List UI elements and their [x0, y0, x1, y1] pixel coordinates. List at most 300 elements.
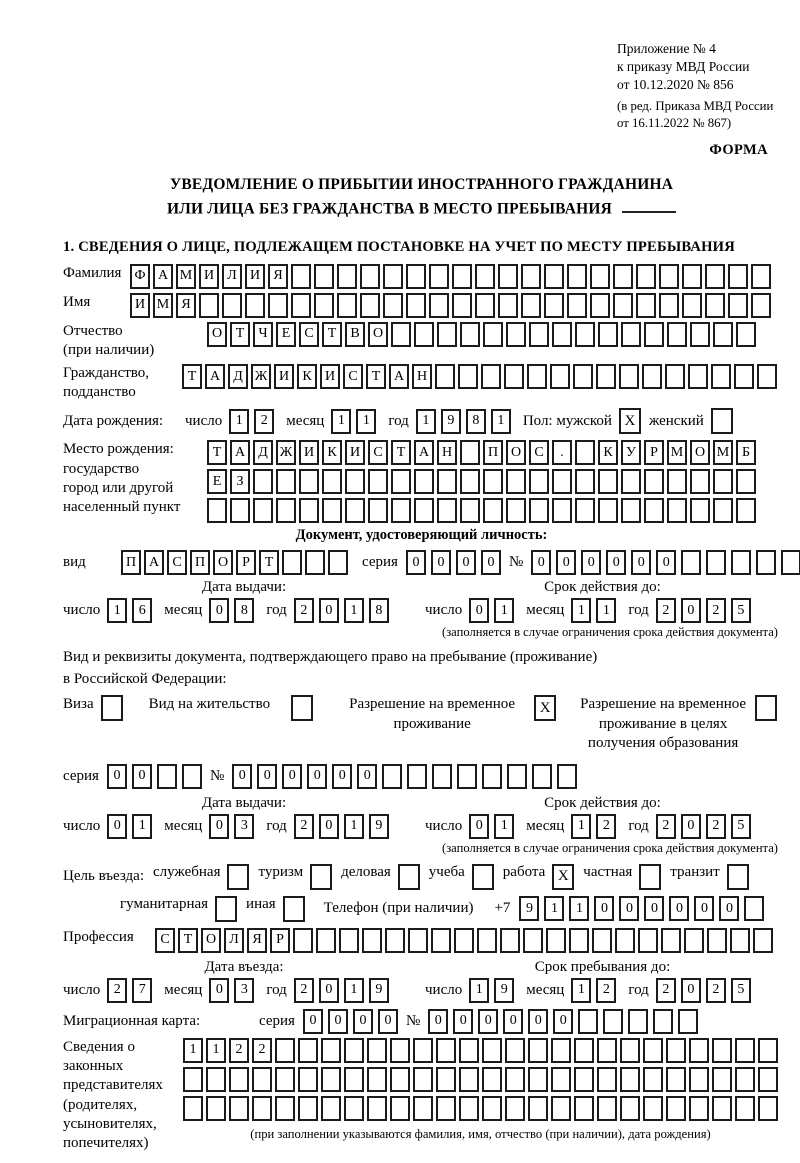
- char-cell[interactable]: [505, 1096, 525, 1121]
- char-cell[interactable]: [253, 498, 273, 523]
- char-cell[interactable]: 2: [596, 978, 616, 1003]
- char-cell[interactable]: [590, 293, 610, 318]
- char-cell[interactable]: [713, 469, 733, 494]
- char-cell[interactable]: Ч: [253, 322, 273, 347]
- char-cell[interactable]: [678, 1009, 698, 1034]
- char-cell[interactable]: [293, 928, 313, 953]
- char-cell[interactable]: 0: [357, 764, 377, 789]
- char-cell[interactable]: О: [201, 928, 221, 953]
- char-cell[interactable]: [459, 1038, 479, 1063]
- char-cell[interactable]: [436, 1067, 456, 1092]
- char-cell[interactable]: [506, 469, 526, 494]
- char-cell[interactable]: [523, 928, 543, 953]
- char-cell[interactable]: И: [199, 264, 219, 289]
- char-cell[interactable]: [666, 1067, 686, 1092]
- char-cell[interactable]: 9: [369, 978, 389, 1003]
- char-cell[interactable]: 8: [369, 598, 389, 623]
- char-cell[interactable]: С: [167, 550, 187, 575]
- char-cell[interactable]: Р: [270, 928, 290, 953]
- char-cell[interactable]: [339, 928, 359, 953]
- char-cell[interactable]: К: [598, 440, 618, 465]
- purpose-other-checkbox[interactable]: [283, 896, 305, 922]
- char-cell[interactable]: 1: [469, 978, 489, 1003]
- char-cell[interactable]: [413, 1067, 433, 1092]
- char-cell[interactable]: 2: [294, 598, 314, 623]
- char-cell[interactable]: [653, 1009, 673, 1034]
- char-cell[interactable]: 2: [706, 978, 726, 1003]
- char-cell[interactable]: П: [121, 550, 141, 575]
- char-cell[interactable]: [574, 1096, 594, 1121]
- char-cell[interactable]: Л: [224, 928, 244, 953]
- char-cell[interactable]: В: [345, 322, 365, 347]
- purpose-official-checkbox[interactable]: [227, 864, 249, 890]
- char-cell[interactable]: 0: [631, 550, 651, 575]
- char-cell[interactable]: 0: [531, 550, 551, 575]
- char-cell[interactable]: [452, 264, 472, 289]
- char-cell[interactable]: [391, 322, 411, 347]
- char-cell[interactable]: [712, 1038, 732, 1063]
- char-cell[interactable]: [621, 322, 641, 347]
- char-cell[interactable]: [659, 293, 679, 318]
- char-cell[interactable]: 8: [466, 409, 486, 434]
- char-cell[interactable]: 0: [303, 1009, 323, 1034]
- char-cell[interactable]: .: [552, 440, 572, 465]
- char-cell[interactable]: 0: [469, 814, 489, 839]
- char-cell[interactable]: [757, 364, 777, 389]
- char-cell[interactable]: [643, 1096, 663, 1121]
- char-cell[interactable]: [781, 550, 800, 575]
- char-cell[interactable]: [736, 498, 756, 523]
- char-cell[interactable]: [314, 264, 334, 289]
- char-cell[interactable]: 0: [209, 814, 229, 839]
- char-cell[interactable]: [298, 1067, 318, 1092]
- char-cell[interactable]: [460, 440, 480, 465]
- char-cell[interactable]: [528, 1096, 548, 1121]
- char-cell[interactable]: [500, 928, 520, 953]
- char-cell[interactable]: 1: [569, 896, 589, 921]
- char-cell[interactable]: [707, 928, 727, 953]
- char-cell[interactable]: 0: [132, 764, 152, 789]
- char-cell[interactable]: 0: [353, 1009, 373, 1034]
- char-cell[interactable]: А: [389, 364, 409, 389]
- char-cell[interactable]: [459, 1067, 479, 1092]
- char-cell[interactable]: [322, 498, 342, 523]
- char-cell[interactable]: 2: [706, 814, 726, 839]
- char-cell[interactable]: [659, 264, 679, 289]
- char-cell[interactable]: 1: [494, 598, 514, 623]
- char-cell[interactable]: Б: [736, 440, 756, 465]
- char-cell[interactable]: П: [190, 550, 210, 575]
- char-cell[interactable]: [590, 264, 610, 289]
- char-cell[interactable]: [682, 264, 702, 289]
- char-cell[interactable]: [437, 498, 457, 523]
- char-cell[interactable]: 1: [356, 409, 376, 434]
- char-cell[interactable]: [432, 764, 452, 789]
- char-cell[interactable]: М: [176, 264, 196, 289]
- char-cell[interactable]: [551, 1038, 571, 1063]
- char-cell[interactable]: [408, 928, 428, 953]
- char-cell[interactable]: 0: [619, 896, 639, 921]
- char-cell[interactable]: К: [322, 440, 342, 465]
- char-cell[interactable]: [367, 1067, 387, 1092]
- char-cell[interactable]: 0: [319, 814, 339, 839]
- char-cell[interactable]: [182, 764, 202, 789]
- char-cell[interactable]: Ж: [251, 364, 271, 389]
- char-cell[interactable]: [550, 364, 570, 389]
- char-cell[interactable]: [689, 1038, 709, 1063]
- char-cell[interactable]: Л: [222, 264, 242, 289]
- char-cell[interactable]: 8: [234, 598, 254, 623]
- char-cell[interactable]: [391, 498, 411, 523]
- char-cell[interactable]: [414, 498, 434, 523]
- char-cell[interactable]: [644, 322, 664, 347]
- char-cell[interactable]: 1: [331, 409, 351, 434]
- char-cell[interactable]: 2: [656, 978, 676, 1003]
- char-cell[interactable]: [498, 264, 518, 289]
- char-cell[interactable]: [628, 1009, 648, 1034]
- purpose-study-checkbox[interactable]: [472, 864, 494, 890]
- char-cell[interactable]: [596, 364, 616, 389]
- char-cell[interactable]: [460, 322, 480, 347]
- char-cell[interactable]: Ж: [276, 440, 296, 465]
- char-cell[interactable]: [521, 293, 541, 318]
- purpose-private-checkbox[interactable]: [639, 864, 661, 890]
- char-cell[interactable]: [314, 293, 334, 318]
- purpose-business-checkbox[interactable]: [398, 864, 420, 890]
- char-cell[interactable]: [275, 1038, 295, 1063]
- char-cell[interactable]: [712, 1096, 732, 1121]
- char-cell[interactable]: 0: [503, 1009, 523, 1034]
- char-cell[interactable]: [505, 1067, 525, 1092]
- char-cell[interactable]: [731, 550, 751, 575]
- char-cell[interactable]: [621, 469, 641, 494]
- char-cell[interactable]: [758, 1067, 778, 1092]
- char-cell[interactable]: [569, 928, 589, 953]
- char-cell[interactable]: [636, 293, 656, 318]
- char-cell[interactable]: [483, 498, 503, 523]
- char-cell[interactable]: [644, 498, 664, 523]
- char-cell[interactable]: [573, 364, 593, 389]
- char-cell[interactable]: 5: [731, 598, 751, 623]
- char-cell[interactable]: [712, 1067, 732, 1092]
- char-cell[interactable]: [706, 550, 726, 575]
- char-cell[interactable]: [753, 928, 773, 953]
- char-cell[interactable]: 1: [571, 814, 591, 839]
- char-cell[interactable]: [598, 322, 618, 347]
- char-cell[interactable]: [665, 364, 685, 389]
- char-cell[interactable]: 1: [344, 814, 364, 839]
- char-cell[interactable]: [744, 896, 764, 921]
- char-cell[interactable]: [661, 928, 681, 953]
- char-cell[interactable]: [345, 498, 365, 523]
- char-cell[interactable]: А: [144, 550, 164, 575]
- char-cell[interactable]: Е: [276, 322, 296, 347]
- char-cell[interactable]: 1: [183, 1038, 203, 1063]
- char-cell[interactable]: 2: [107, 978, 127, 1003]
- visa-checkbox[interactable]: [101, 695, 123, 721]
- char-cell[interactable]: 0: [307, 764, 327, 789]
- char-cell[interactable]: [552, 322, 572, 347]
- char-cell[interactable]: [414, 469, 434, 494]
- char-cell[interactable]: [574, 1067, 594, 1092]
- char-cell[interactable]: [391, 469, 411, 494]
- char-cell[interactable]: И: [345, 440, 365, 465]
- char-cell[interactable]: 0: [209, 598, 229, 623]
- char-cell[interactable]: [736, 469, 756, 494]
- char-cell[interactable]: И: [245, 264, 265, 289]
- char-cell[interactable]: [475, 293, 495, 318]
- char-cell[interactable]: К: [297, 364, 317, 389]
- char-cell[interactable]: С: [299, 322, 319, 347]
- char-cell[interactable]: И: [130, 293, 150, 318]
- char-cell[interactable]: [666, 1096, 686, 1121]
- char-cell[interactable]: [199, 293, 219, 318]
- char-cell[interactable]: [268, 293, 288, 318]
- char-cell[interactable]: [344, 1096, 364, 1121]
- char-cell[interactable]: 7: [132, 978, 152, 1003]
- char-cell[interactable]: [275, 1067, 295, 1092]
- char-cell[interactable]: [459, 1096, 479, 1121]
- char-cell[interactable]: [460, 498, 480, 523]
- char-cell[interactable]: 1: [416, 409, 436, 434]
- char-cell[interactable]: И: [320, 364, 340, 389]
- char-cell[interactable]: 0: [469, 598, 489, 623]
- char-cell[interactable]: [575, 469, 595, 494]
- char-cell[interactable]: 3: [234, 814, 254, 839]
- char-cell[interactable]: 0: [453, 1009, 473, 1034]
- char-cell[interactable]: [551, 1067, 571, 1092]
- char-cell[interactable]: [728, 293, 748, 318]
- purpose-work-checkbox[interactable]: X: [552, 864, 574, 890]
- char-cell[interactable]: [546, 928, 566, 953]
- char-cell[interactable]: 0: [481, 550, 501, 575]
- char-cell[interactable]: [385, 928, 405, 953]
- char-cell[interactable]: О: [368, 322, 388, 347]
- char-cell[interactable]: 2: [706, 598, 726, 623]
- char-cell[interactable]: 0: [319, 978, 339, 1003]
- char-cell[interactable]: 1: [206, 1038, 226, 1063]
- char-cell[interactable]: Т: [207, 440, 227, 465]
- char-cell[interactable]: [758, 1038, 778, 1063]
- char-cell[interactable]: 0: [428, 1009, 448, 1034]
- char-cell[interactable]: [643, 1067, 663, 1092]
- char-cell[interactable]: [643, 1038, 663, 1063]
- char-cell[interactable]: [567, 293, 587, 318]
- char-cell[interactable]: [298, 1038, 318, 1063]
- char-cell[interactable]: [360, 293, 380, 318]
- char-cell[interactable]: 0: [282, 764, 302, 789]
- char-cell[interactable]: 2: [294, 978, 314, 1003]
- sex-female-checkbox[interactable]: [711, 408, 733, 434]
- char-cell[interactable]: А: [230, 440, 250, 465]
- char-cell[interactable]: [621, 498, 641, 523]
- char-cell[interactable]: 1: [344, 978, 364, 1003]
- char-cell[interactable]: [382, 764, 402, 789]
- char-cell[interactable]: [360, 264, 380, 289]
- char-cell[interactable]: [183, 1096, 203, 1121]
- char-cell[interactable]: [413, 1038, 433, 1063]
- char-cell[interactable]: 0: [378, 1009, 398, 1034]
- char-cell[interactable]: [578, 1009, 598, 1034]
- char-cell[interactable]: 0: [719, 896, 739, 921]
- char-cell[interactable]: [253, 469, 273, 494]
- char-cell[interactable]: Д: [253, 440, 273, 465]
- char-cell[interactable]: [619, 364, 639, 389]
- char-cell[interactable]: 1: [132, 814, 152, 839]
- char-cell[interactable]: [636, 264, 656, 289]
- char-cell[interactable]: [291, 293, 311, 318]
- char-cell[interactable]: [328, 550, 348, 575]
- char-cell[interactable]: [316, 928, 336, 953]
- char-cell[interactable]: 0: [406, 550, 426, 575]
- char-cell[interactable]: [429, 293, 449, 318]
- char-cell[interactable]: 0: [594, 896, 614, 921]
- char-cell[interactable]: 2: [229, 1038, 249, 1063]
- char-cell[interactable]: [483, 469, 503, 494]
- char-cell[interactable]: Е: [207, 469, 227, 494]
- char-cell[interactable]: [305, 550, 325, 575]
- char-cell[interactable]: [544, 264, 564, 289]
- char-cell[interactable]: [477, 928, 497, 953]
- char-cell[interactable]: [552, 498, 572, 523]
- char-cell[interactable]: 0: [332, 764, 352, 789]
- residence-permit-checkbox[interactable]: [291, 695, 313, 721]
- char-cell[interactable]: Т: [230, 322, 250, 347]
- char-cell[interactable]: П: [483, 440, 503, 465]
- char-cell[interactable]: 0: [553, 1009, 573, 1034]
- char-cell[interactable]: [406, 293, 426, 318]
- char-cell[interactable]: [206, 1067, 226, 1092]
- char-cell[interactable]: [437, 322, 457, 347]
- char-cell[interactable]: [435, 364, 455, 389]
- char-cell[interactable]: [345, 469, 365, 494]
- char-cell[interactable]: [728, 264, 748, 289]
- char-cell[interactable]: 2: [656, 598, 676, 623]
- char-cell[interactable]: Н: [412, 364, 432, 389]
- char-cell[interactable]: [457, 764, 477, 789]
- char-cell[interactable]: [730, 928, 750, 953]
- char-cell[interactable]: 1: [571, 978, 591, 1003]
- char-cell[interactable]: [557, 764, 577, 789]
- char-cell[interactable]: 5: [731, 814, 751, 839]
- char-cell[interactable]: [735, 1096, 755, 1121]
- char-cell[interactable]: [390, 1096, 410, 1121]
- char-cell[interactable]: [252, 1096, 272, 1121]
- char-cell[interactable]: [638, 928, 658, 953]
- char-cell[interactable]: 0: [681, 978, 701, 1003]
- char-cell[interactable]: 0: [431, 550, 451, 575]
- char-cell[interactable]: 0: [528, 1009, 548, 1034]
- char-cell[interactable]: Т: [366, 364, 386, 389]
- char-cell[interactable]: [735, 1038, 755, 1063]
- char-cell[interactable]: 2: [656, 814, 676, 839]
- char-cell[interactable]: Я: [176, 293, 196, 318]
- char-cell[interactable]: [362, 928, 382, 953]
- char-cell[interactable]: [252, 1067, 272, 1092]
- char-cell[interactable]: [529, 498, 549, 523]
- char-cell[interactable]: 2: [596, 814, 616, 839]
- char-cell[interactable]: 9: [441, 409, 461, 434]
- char-cell[interactable]: С: [155, 928, 175, 953]
- char-cell[interactable]: [682, 293, 702, 318]
- char-cell[interactable]: 0: [681, 598, 701, 623]
- char-cell[interactable]: [689, 1096, 709, 1121]
- purpose-transit-checkbox[interactable]: [727, 864, 749, 890]
- char-cell[interactable]: [575, 440, 595, 465]
- char-cell[interactable]: [713, 322, 733, 347]
- char-cell[interactable]: [431, 928, 451, 953]
- char-cell[interactable]: С: [368, 440, 388, 465]
- char-cell[interactable]: 0: [581, 550, 601, 575]
- char-cell[interactable]: [222, 293, 242, 318]
- char-cell[interactable]: [690, 322, 710, 347]
- char-cell[interactable]: И: [299, 440, 319, 465]
- char-cell[interactable]: 0: [319, 598, 339, 623]
- char-cell[interactable]: [367, 1038, 387, 1063]
- char-cell[interactable]: [482, 1038, 502, 1063]
- char-cell[interactable]: [337, 264, 357, 289]
- char-cell[interactable]: [504, 364, 524, 389]
- char-cell[interactable]: 2: [294, 814, 314, 839]
- char-cell[interactable]: Я: [247, 928, 267, 953]
- char-cell[interactable]: [552, 469, 572, 494]
- char-cell[interactable]: [642, 364, 662, 389]
- char-cell[interactable]: [529, 469, 549, 494]
- char-cell[interactable]: [291, 264, 311, 289]
- purpose-humanitarian-checkbox[interactable]: [215, 896, 237, 922]
- char-cell[interactable]: [321, 1067, 341, 1092]
- char-cell[interactable]: [460, 469, 480, 494]
- char-cell[interactable]: [482, 1067, 502, 1092]
- char-cell[interactable]: [681, 550, 701, 575]
- char-cell[interactable]: [437, 469, 457, 494]
- char-cell[interactable]: [344, 1067, 364, 1092]
- char-cell[interactable]: [505, 1038, 525, 1063]
- char-cell[interactable]: [454, 928, 474, 953]
- char-cell[interactable]: [705, 293, 725, 318]
- char-cell[interactable]: 0: [257, 764, 277, 789]
- char-cell[interactable]: Н: [437, 440, 457, 465]
- char-cell[interactable]: З: [230, 469, 250, 494]
- char-cell[interactable]: 0: [232, 764, 252, 789]
- char-cell[interactable]: [482, 1096, 502, 1121]
- char-cell[interactable]: Т: [182, 364, 202, 389]
- char-cell[interactable]: [735, 1067, 755, 1092]
- char-cell[interactable]: [337, 293, 357, 318]
- char-cell[interactable]: С: [343, 364, 363, 389]
- char-cell[interactable]: Р: [236, 550, 256, 575]
- char-cell[interactable]: М: [153, 293, 173, 318]
- char-cell[interactable]: [229, 1096, 249, 1121]
- char-cell[interactable]: [751, 264, 771, 289]
- char-cell[interactable]: 0: [644, 896, 664, 921]
- char-cell[interactable]: 0: [456, 550, 476, 575]
- char-cell[interactable]: [751, 293, 771, 318]
- char-cell[interactable]: [183, 1067, 203, 1092]
- char-cell[interactable]: [498, 293, 518, 318]
- char-cell[interactable]: [475, 264, 495, 289]
- char-cell[interactable]: [299, 498, 319, 523]
- char-cell[interactable]: [713, 498, 733, 523]
- char-cell[interactable]: [368, 498, 388, 523]
- char-cell[interactable]: [298, 1096, 318, 1121]
- char-cell[interactable]: 6: [132, 598, 152, 623]
- char-cell[interactable]: [688, 364, 708, 389]
- char-cell[interactable]: [321, 1038, 341, 1063]
- char-cell[interactable]: [367, 1096, 387, 1121]
- char-cell[interactable]: [598, 498, 618, 523]
- char-cell[interactable]: [383, 264, 403, 289]
